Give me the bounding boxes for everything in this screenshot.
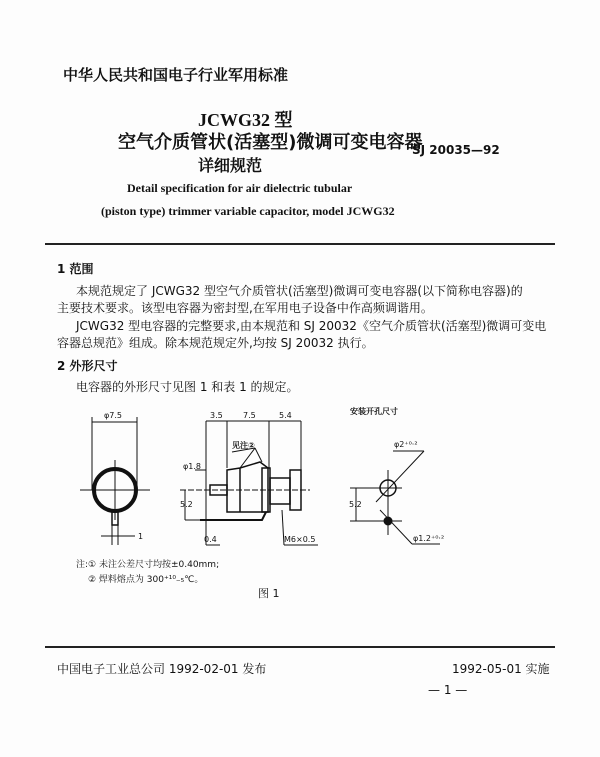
hole-large: φ2⁺⁰·²: [394, 440, 418, 449]
hole-small: φ1.2⁺⁰·²: [413, 534, 445, 543]
model-line: JCWG32 型: [198, 110, 293, 130]
hole-offset: 5.2: [349, 500, 362, 509]
front-view: [80, 417, 150, 545]
effective-date: 1992-05-01 实施: [452, 662, 550, 676]
note-2: ② 焊料熔点为 300⁺¹⁰₋₅℃。: [88, 575, 204, 585]
figure-caption: 图 1: [258, 587, 280, 600]
section1-para1-line1: 本规范规定了 JCWG32 型空气介质管状(活塞型)微调可变电容器(以下简称电容器)的: [76, 284, 523, 298]
dim-pin: φ1.8: [183, 462, 201, 471]
section1-para2-line2: 容器总规范》组成。除本规范规定外,均按 SJ 20032 执行。: [57, 336, 374, 350]
footer-divider: [45, 646, 555, 648]
title-en-line1: Detail specification for air dielectric tubular: [127, 181, 353, 195]
section1-para1-line2: 主要技术要求。该型电容器为密封型,在军用电子设备中作高频调谐用。: [57, 301, 433, 315]
title-cn: 空气介质管状(活塞型)微调可变电容器: [118, 132, 423, 153]
mounting-hole-view: [350, 451, 440, 544]
dim-a: 3.5: [210, 411, 223, 420]
mount-title: 安装开孔尺寸: [350, 407, 398, 416]
note-1: 注:① 未注公差尺寸均按±0.40mm;: [76, 560, 220, 570]
dim-offset: 5.2: [180, 500, 193, 509]
dim-c: 5.4: [279, 411, 292, 420]
dim-tab: 1: [138, 532, 144, 541]
standard-category: 中华人民共和国电子行业军用标准: [63, 66, 289, 84]
section1-heading: 1 范围: [57, 262, 94, 276]
page-number: — 1 —: [428, 683, 468, 697]
callout-note: 见注②: [232, 441, 255, 450]
section1-para2-line1: JCWG32 型电容器的完整要求,由本规范和 SJ 20032《空气介质管状(活塞型)微调可变电: [76, 319, 547, 333]
thread-spec: M6×0.5: [284, 535, 316, 544]
dim-b: 7.5: [243, 411, 256, 420]
issuer: 中国电子工业总公司 1992-02-01 发布: [57, 662, 267, 676]
title-en-line2: (piston type) trimmer variable capacitor, model JCWG32: [101, 204, 395, 218]
section2-para: 电容器的外形尺寸见图 1 和表 1 的规定。: [76, 380, 299, 394]
dim-lead: 0.4: [204, 535, 217, 544]
standard-number: SJ 20035—92: [412, 143, 500, 157]
section2-heading: 2 外形尺寸: [57, 359, 118, 373]
dim-diameter: φ7.5: [104, 411, 122, 420]
subtitle-cn: 详细规范: [198, 156, 263, 175]
